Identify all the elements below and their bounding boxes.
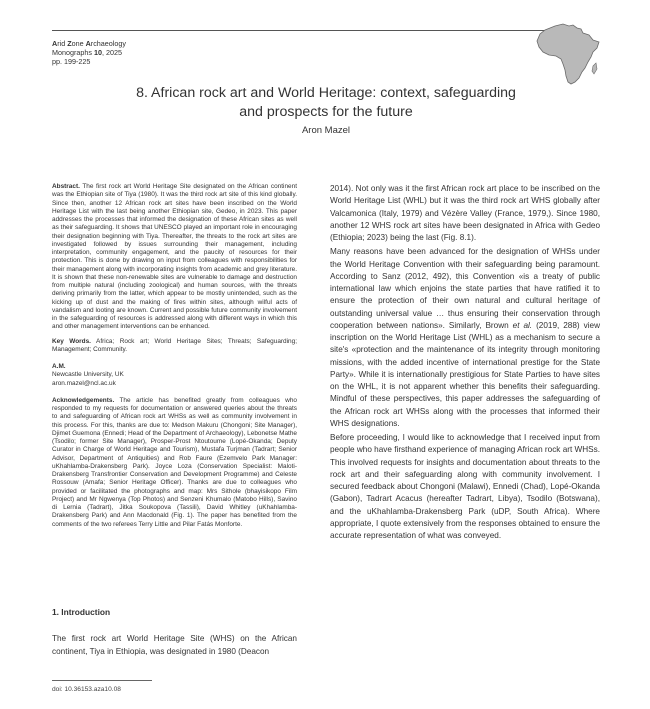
affiliation: A.M. Newcastle University, UK aron.mazel@ncl.ac.uk	[52, 363, 297, 388]
author-name: Aron Mazel	[301, 125, 351, 136]
journal-name: Arid Zone Archaeology	[52, 39, 126, 48]
chapter-title: 8. African rock art and World Heritage: context, safeguarding and prospects for the future	[136, 85, 516, 120]
page-range: pp. 199-225	[52, 57, 91, 67]
author-email[interactable]: aron.mazel@ncl.ac.uk	[52, 379, 116, 387]
doi[interactable]: doi: 10.36153.aza10.08	[52, 686, 121, 693]
left-column	[52, 183, 297, 535]
introduction-paragraph: The first rock art World Heritage Site (WHS) on the African continent, Tiya in Ethiopia, was designated in 1980 (Deacon	[52, 634, 297, 657]
acknowledgements: Acknowledgements. The article has benefited greatly from colleagues who responded to my requests for documentation or answered queries about the threats to and safeguarding of African rock art WHSs as well as community involvement in this process. For this, thanks are due to: Medson Makuru (Chongoni; Site Manager), Djimet Guemona (Ennedi; Head of the Department of Archaeology), Lebonetse Mathe (Tsodilo; former Site Manager), Prosper-Prost Ntoutoume (Lopé-Okanda; Deputy Curator in Charge of World Heritage and Tourism), Mustafa Turjman (Tadrart; Senior Advisor, Department of Antiquities) and Rob Faure (Ezemvelo Park Manager: uKhahlamba-Drakensberg Park). Joyce Loza (Conservation Specialist: Maloti-Drakensberg Transfrontier Conservation and Development Programme) and Celeste Rossouw (Amafa; Senior Heritage Officer). Thanks are due to colleagues who provided or facilitated the photographs and map: Mrs Sithole (bhayisikopo Film Project) and Mr Ngwenya (Top Photos) and Senzeni Khumalo (Matobo Hills), Savino di Lernia (Tadrart), Jitka Soukopova (Tassili), David Whitley (uKhahlamba-Drakensberg Park) and Ann Macdonald (Fig. 1). The paper has benefited from the comments of the two referees Terry Little and Pilar Fatás Monforte.	[52, 396, 297, 528]
body-paragraph-3: Before proceeding, I would like to acknowledge that I received input from people who have firsthand experience of managing African rock art WHSs. This involved requests for insights and documentation about threats to the rock art and their safeguarding along with community involvement. I secured feedback about Chongoni (Malawi), Ennedi (Chad), Lopé-Okanda (Gabon), Tadrart Acacus (hereafter Tadrart, Libya), Tsodilo (Botswana), and the uKhahlamba-Drakensberg Park (uDP, South Africa). Where appropriate, I quote extensively from the responses obtained to ensure the accurate representation of what was conveyed.	[330, 433, 600, 540]
series-info	[52, 39, 126, 67]
body-paragraph-1: 2014). Not only was it the first African rock art place to be inscribed on the World Heritage List (WHL) but it was the third rock art WHS globally after Valcamonica (Italy, 1979) and Vézère Valley (France, 1979,). Since 1980, another 12 WHS rock art sites have been designated in Africa with Gedeo (Ethiopia; 2023) being the last (Fig. 8.1).	[330, 184, 600, 242]
keywords: Key Words. Africa; Rock art; World Heritage Sites; Threats; Safeguarding; Management; Community.	[52, 337, 298, 353]
footer-rule	[52, 680, 152, 681]
header-rule	[52, 30, 548, 31]
right-column	[330, 183, 600, 544]
body-paragraph-2: Many reasons have been advanced for the designation of WHSs under the World Heritage Convention with their safeguarding being paramount. According to Sanz (2012, 492), this Convention «is a treaty of public international law which enjoins the state parties that have ratified it to ensure the protection of their own natural and cultural heritage of outstanding universal value … thus ensuring their conservation through cooperation between nations». Similarly, Brown et al. (2019, 288) view inscription on the World Heritage List (WHL) as a mechanism to secure a site's «protection and the maintenance of its integrity through monitoring missions, with the added incentive of international prestige for the State Party». While it is internationally prestigious for State Parties to have sites on the WHL, it is not apparent whether this benefits their safeguarding. Mindful of these perspectives, this paper addresses the safeguarding of the African rock art WHSs along with the processes that informed their WHS designations.	[330, 247, 600, 428]
section-heading-introduction: 1. Introduction	[52, 607, 111, 617]
abstract: Abstract. The first rock art World Heritage Site designated on the African continent was the Ethiopian site of Tiya (1980). It was the third rock art site of this kind globally. Since then, another 12 African rock art sites have been inscribed on the World Heritage List with the last being another Ethiopian site, Gedeo, in 2023. This paper addresses the processes that informed the designation of these African sites as well as their safeguarding. It shows that UNESCO played an important role in encouraging their designation beginning with Tiya. Thereafter, the threats to the rock art sites are investigated followed by issues surrounding their management, including interpretation, community engagement, and the paucity of resources for their protection. This is done by drawing on input from colleagues with responsibilities for their management along with incorporating insights from academic and grey literature. It is shown that these non-renewable sites are vulnerable to damage and destruction from multiple natural (including zoological) and human sources, with the threats deriving primarily from the latter, which appear to be mostly unintended, such as the kicking up of dust and the making of fires within sites, although wilful acts of vandalism and looting are known. Current and possible future community involvement in the safeguarding of resources is addressed along with different ways in which this and other management interventions can be enhanced.	[52, 183, 297, 331]
monograph-volume: Monographs 10, 2025	[52, 48, 122, 58]
africa-map-icon	[533, 22, 603, 90]
